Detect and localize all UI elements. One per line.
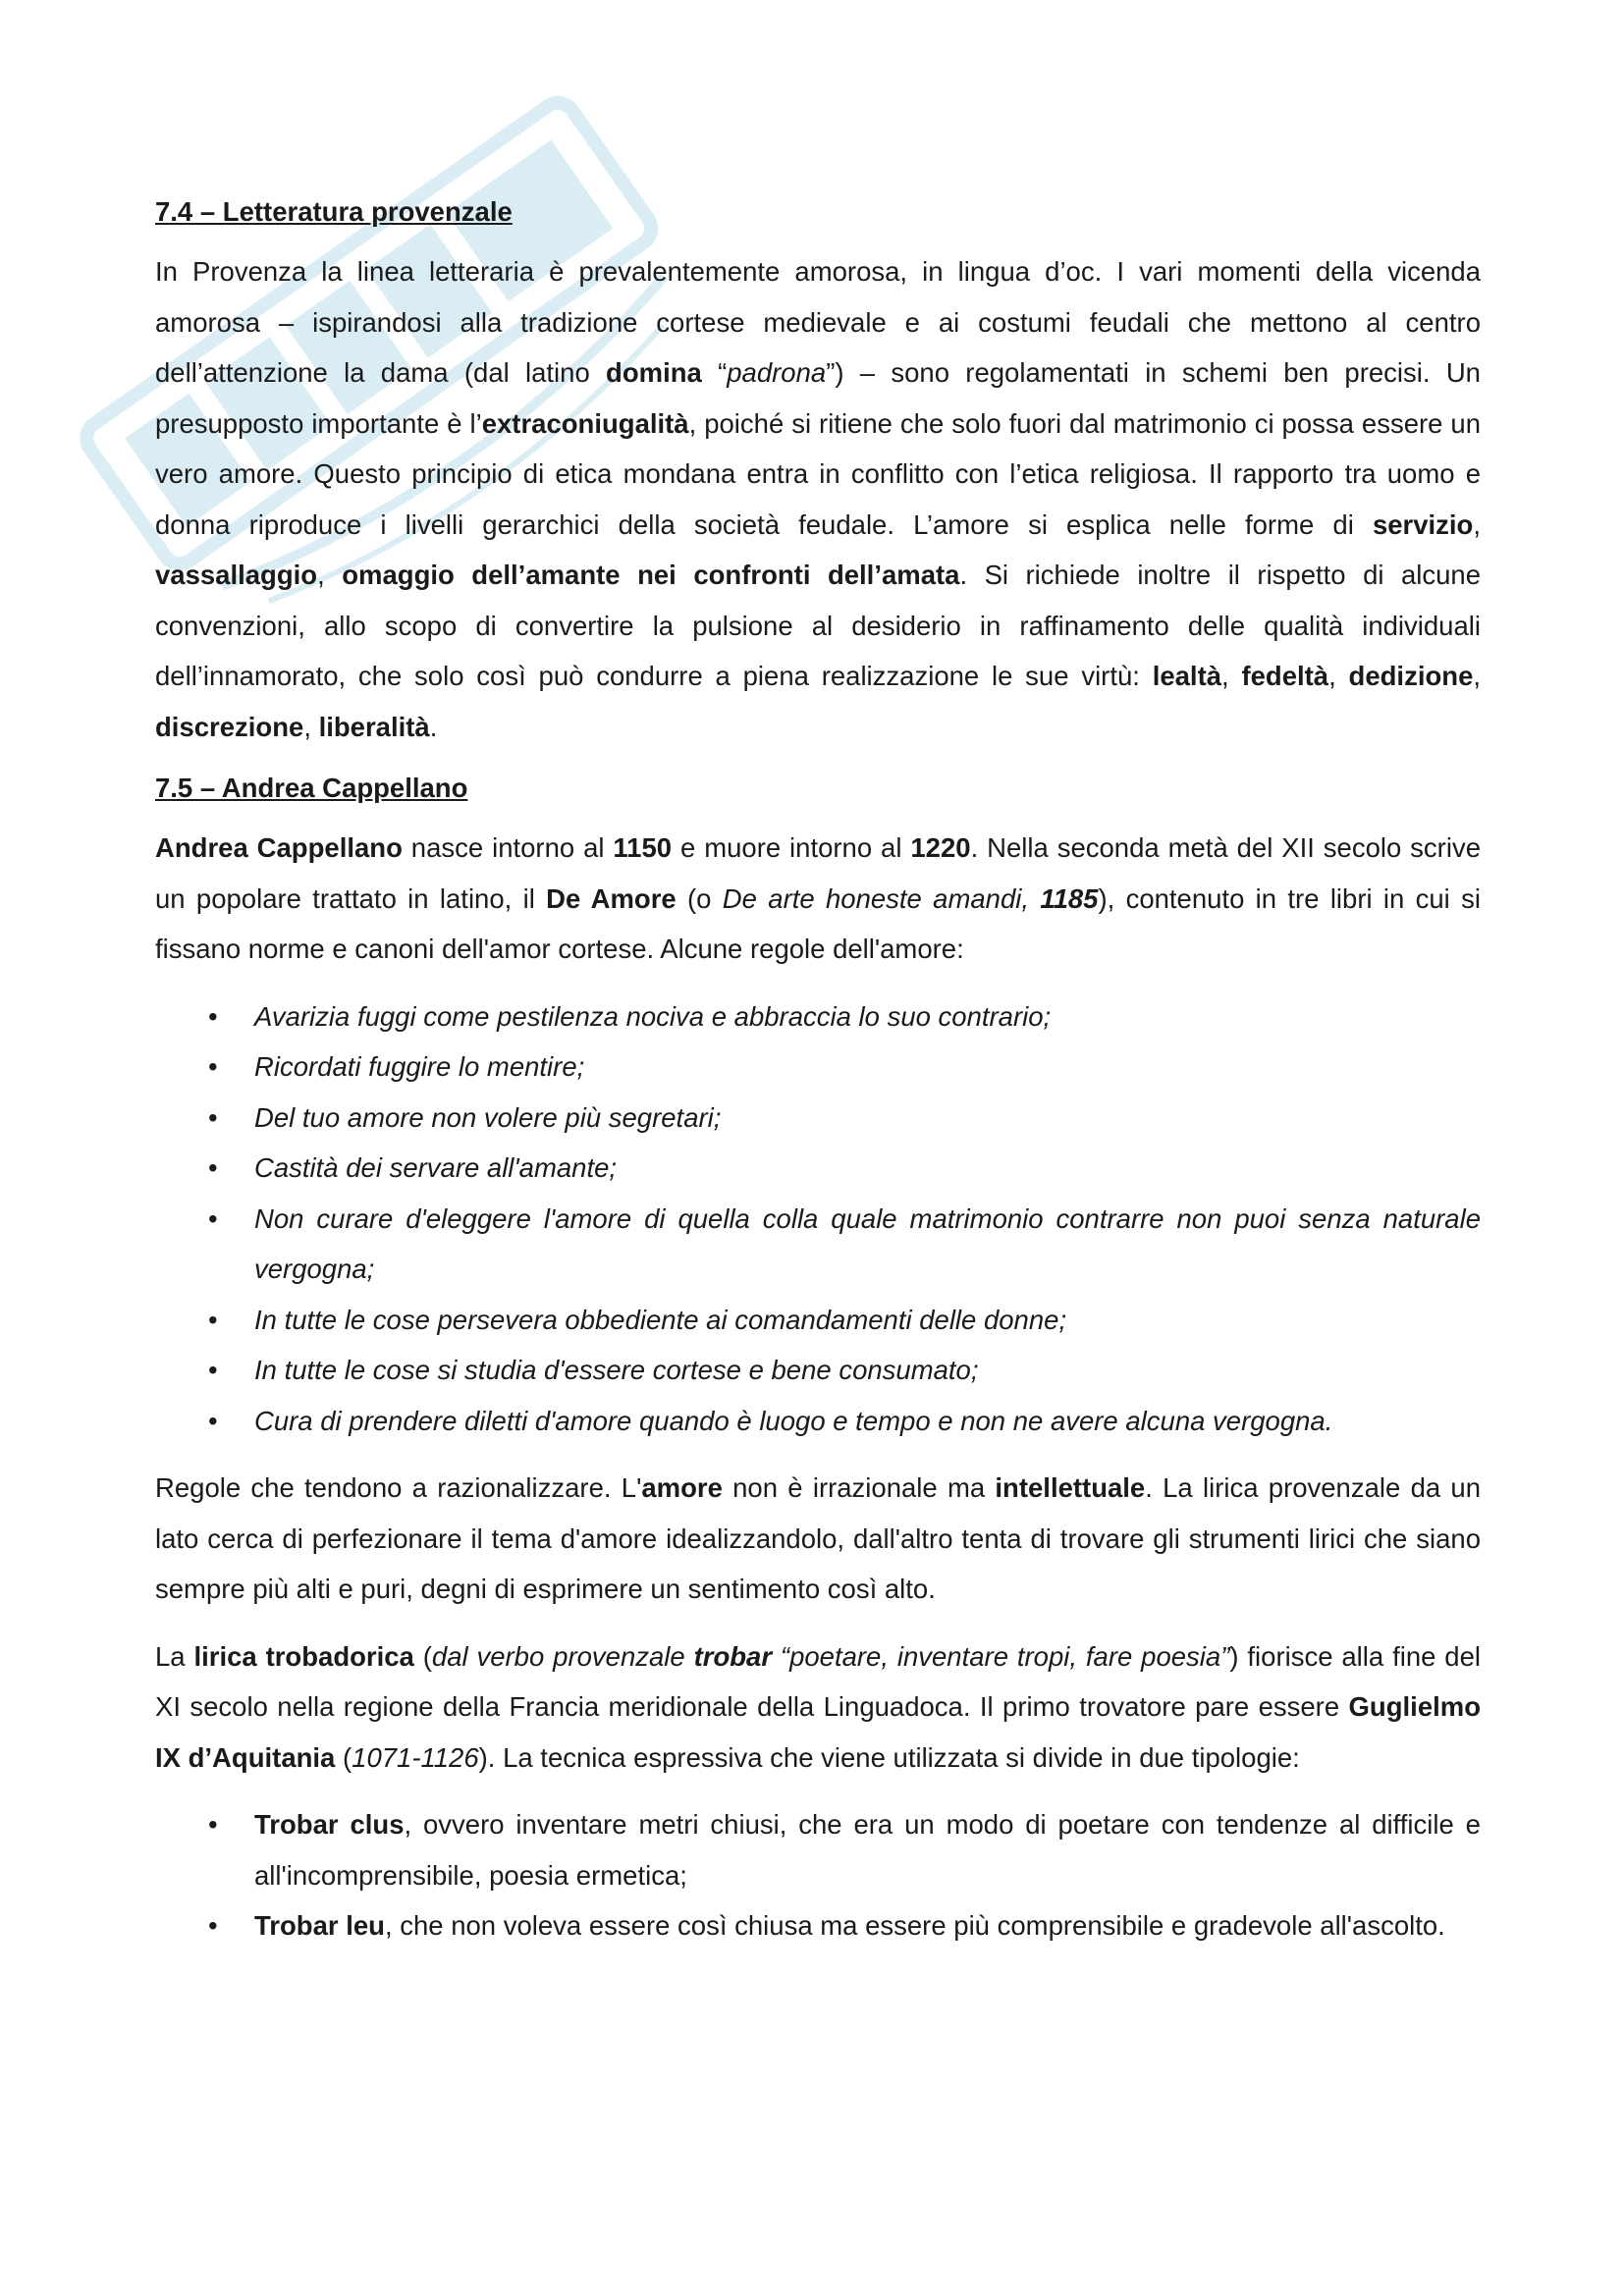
list-item: • Castità dei servare all'amante; xyxy=(155,1143,1481,1194)
list-item: • Trobar leu, che non voleva essere così chiusa ma essere più comprensibile e gradevole all'ascolto. xyxy=(155,1900,1481,1951)
list-item: • Avarizia fuggi come pestilenza nociva e abbraccia lo suo contrario; xyxy=(155,991,1481,1042)
list-item: • Trobar clus, ovvero inventare metri chiusi, che era un modo di poetare con tendenze al difficile e all'incomprensibile, poesia ermetica; xyxy=(155,1799,1481,1900)
list-item: • In tutte le cose persevera obbediente ai comandamenti delle donne; xyxy=(155,1295,1481,1346)
paragraph: Regole che tendono a razionalizzare. L'amore non è irrazionale ma intellettuale. La lirica provenzale da un lato cerca di perfezionare il tema d'amore idealizzandolo, dall'altro tenta di trovare gli strumenti lirici che siano sempre più alti e puri, degni di esprimere un sentimento così alto. xyxy=(155,1472,1481,1604)
paragraph: Andrea Cappellano nasce intorno al 1150 e muore intorno al 1220. Nella seconda metà del XII secolo scrive un popolare trattato in latino, il De Amore (o De arte honeste amandi, 1185), contenuto in tre libri in cui si fissano norme e canoni dell'amor cortese. Alcune regole dell'amore: xyxy=(155,832,1481,964)
list-item: • In tutte le cose si studia d'essere cortese e bene consumato; xyxy=(155,1345,1481,1396)
document-page xyxy=(155,192,1481,1968)
types-list xyxy=(155,1799,1481,1951)
rules-list xyxy=(155,991,1481,1447)
list-item: • Non curare d'eleggere l'amore di quella colla quale matrimonio contrarre non puoi senza naturale vergogna; xyxy=(155,1194,1481,1295)
list-item: • Ricordati fuggire lo mentire; xyxy=(155,1041,1481,1093)
list-item: • Del tuo amore non volere più segretari; xyxy=(155,1093,1481,1144)
list-item: • Cura di prendere diletti d'amore quando è luogo e tempo e non ne avere alcuna vergogna. xyxy=(155,1396,1481,1447)
section-heading: 7.5 – Andrea Cappellano xyxy=(155,773,468,803)
paragraph: La lirica trobadorica (dal verbo provenzale trobar “poetare, inventare tropi, fare poesia”) fiorisce alla fine del XI secolo nella regione della Francia meridionale della Linguadoca. Il primo trovatore pare essere Guglielmo IX d’Aquitania (1071-1126). La tecnica espressiva che viene utilizzata si divide in due tipologie: xyxy=(155,1640,1481,1773)
section-heading: 7.4 – Letteratura provenzale xyxy=(155,196,513,227)
paragraph: In Provenza la linea letteraria è prevalentemente amorosa, in lingua d’oc. I vari momenti della vicenda amorosa – ispirandosi alla tradizione cortese medievale e ai costumi feudali che mettono al centro dell’attenzione la dama (dal latino domina “padrona”) – sono regolamentati in schemi ben precisi. Un presupposto importante è l’extraconiugalità, poiché si ritiene che solo fuori dal matrimonio ci possa essere un vero amore. Questo principio di etica mondana entra in conflitto con l’etica religiosa. Il rapporto tra uomo e donna riproduce i livelli gerarchici della società feudale. L’amore si esplica nelle forme di servizio, vassallaggio, omaggio dell’amante nei confronti dell’amata. Si richiede inoltre il rispetto di alcune convenzioni, allo scopo di convertire la pulsione al desiderio in raffinamento delle qualità individuali dell’innamorato, che solo così può condurre a piena realizzazione le sue virtù: lealtà, fedeltà, dedizione, discrezione, liberalità. xyxy=(155,256,1482,742)
